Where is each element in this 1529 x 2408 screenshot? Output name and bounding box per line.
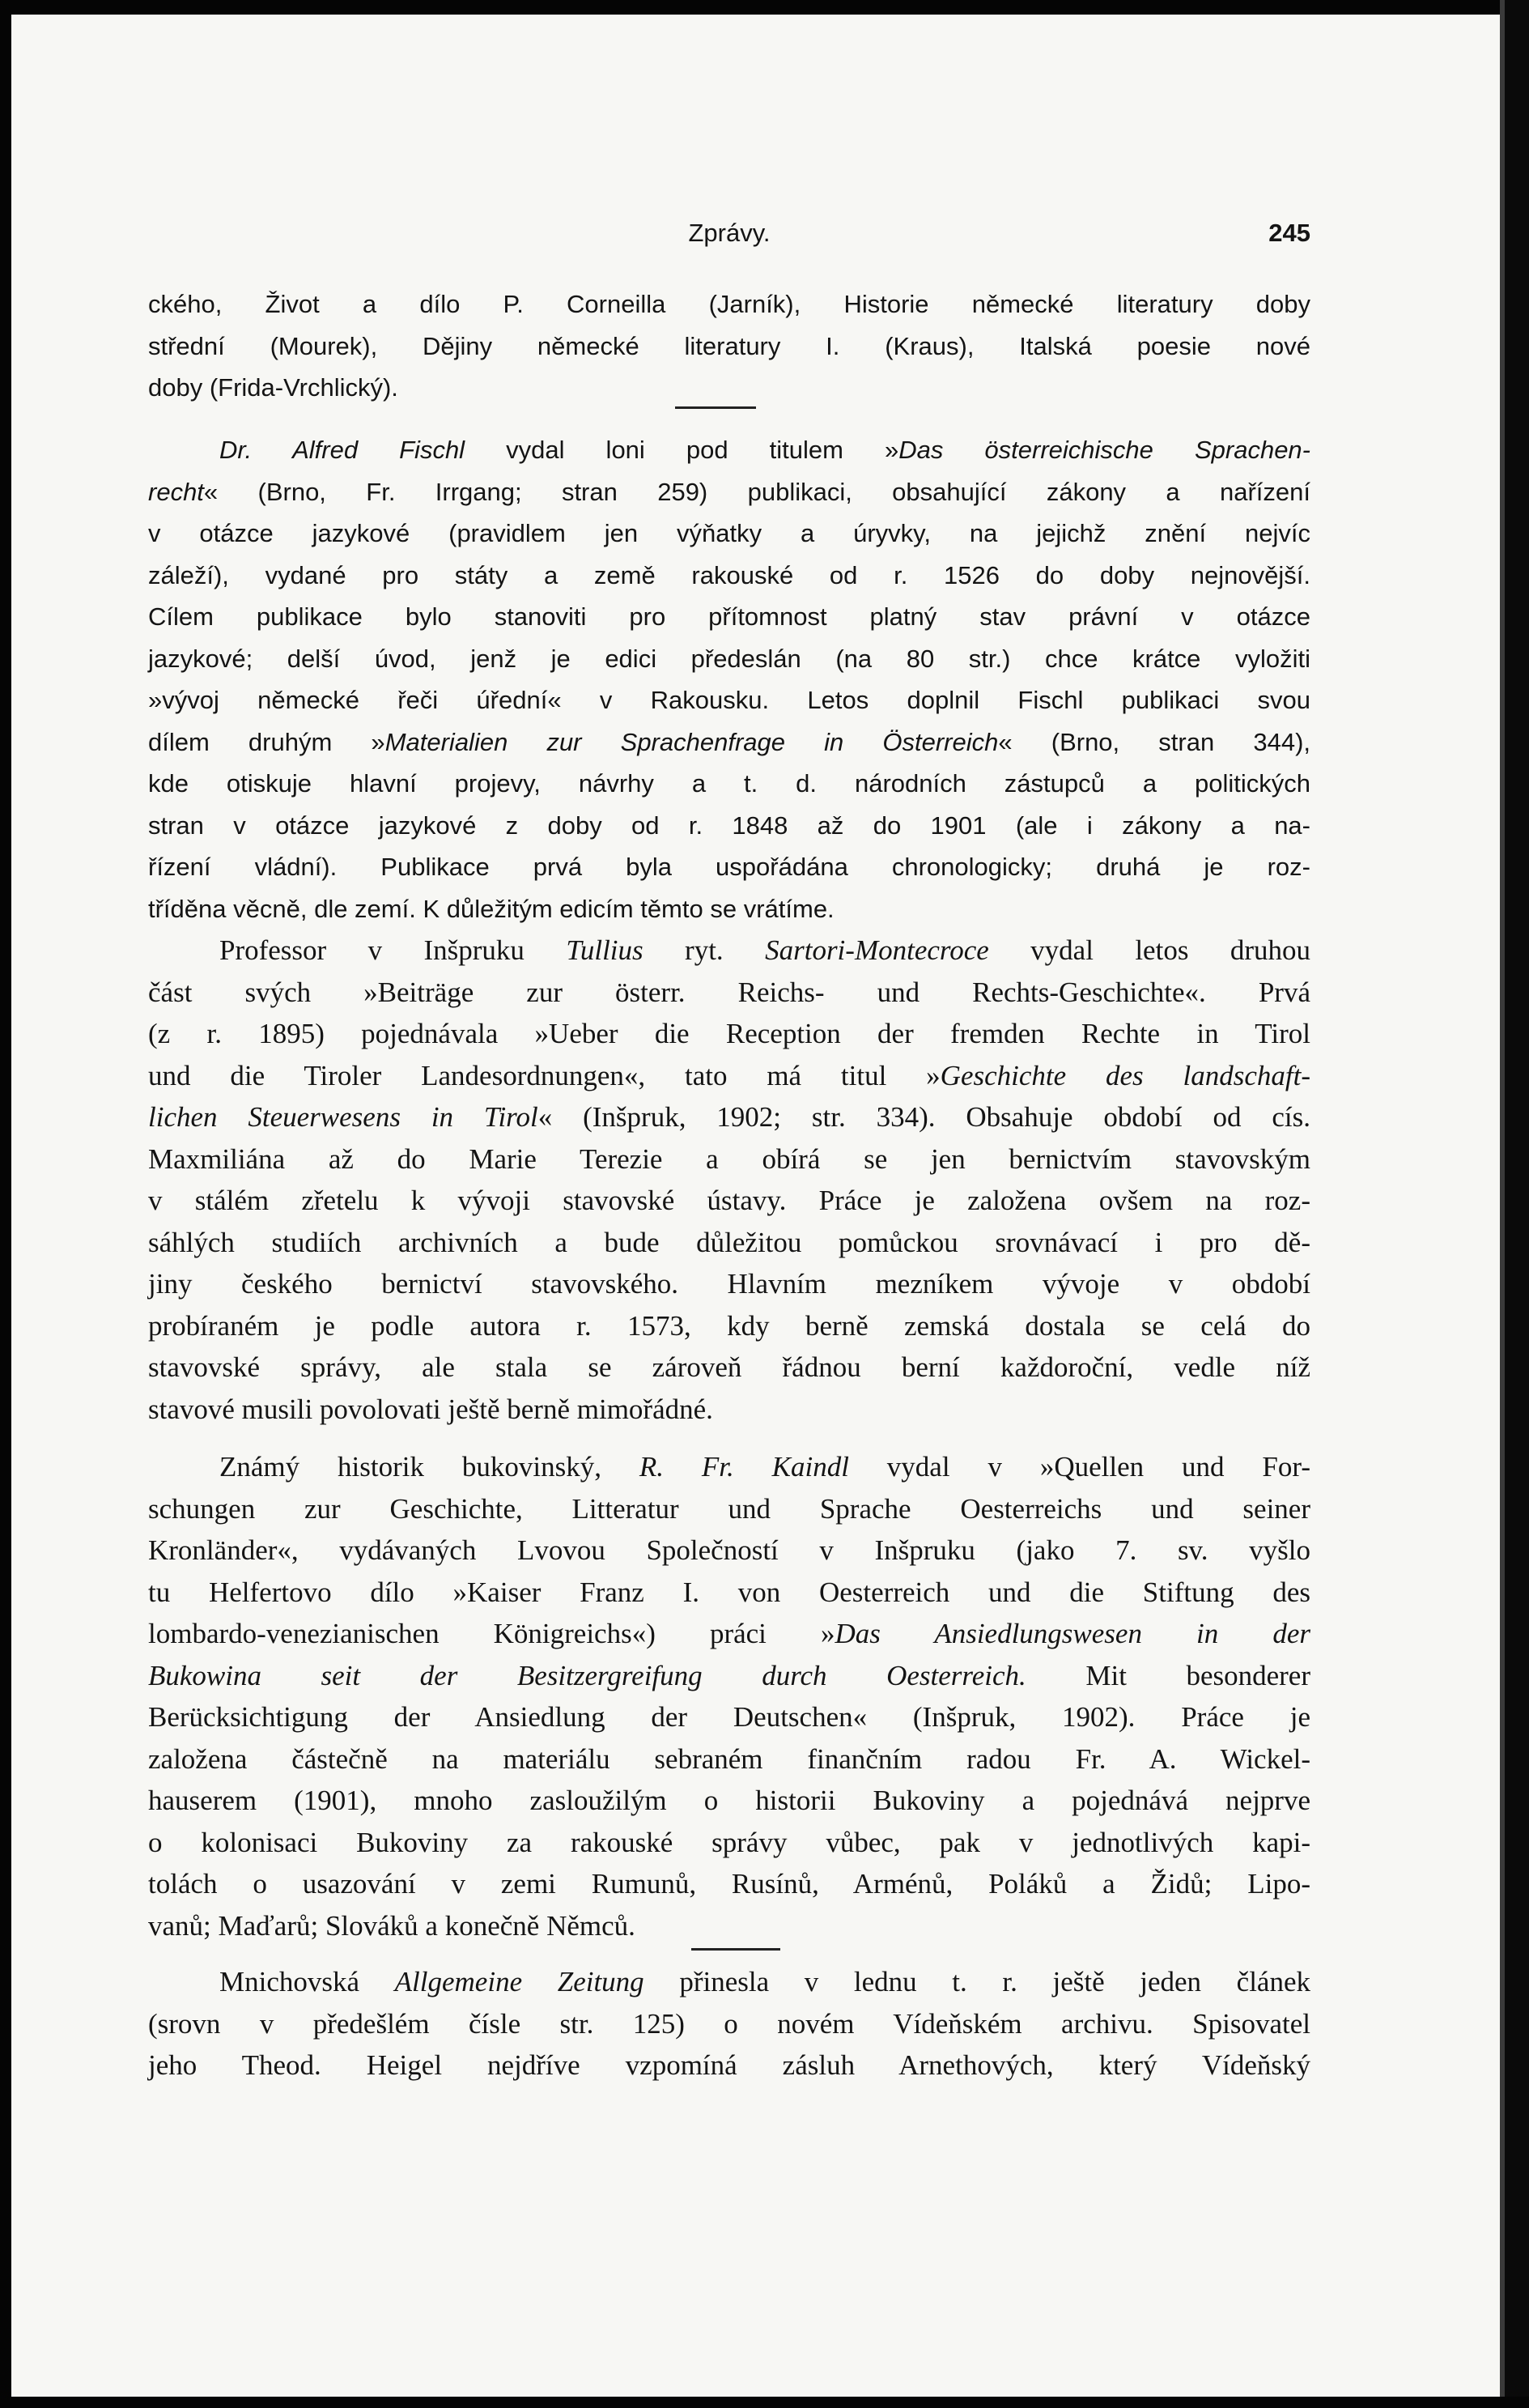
text-line: (z r. 1895) pojednávala »Ueber die Reception der fremden Rechte in Tirol [148,1018,1310,1049]
text-line: Berücksichtigung der Ansiedlung der Deutschen« (Inšpruk, 1902). Práce je [148,1701,1310,1733]
scan-border-left [0,0,11,2408]
book-title: Das Ansiedlungswesen in der [835,1618,1310,1649]
text-line: und die Tiroler Landesordnungen«, tato má titul »Geschichte des landschaft- [148,1059,1310,1091]
scan-border-bottom [0,2397,1529,2408]
intro-paragraph [148,283,1310,409]
book-title-cont: Bukowina seit der Besitzergreifung durch Oesterreich. [148,1659,1026,1691]
author-name: Sartori-Montecroce [765,934,989,966]
header-title: Zprávy. [688,219,771,247]
sartori-paragraph [148,930,1310,1430]
text-line: v otázce jazykové (pravidlem jen výňatky a úryvky, na jejichž znění nejvíc [148,519,1310,547]
text-line: část svých »Beiträge zur österr. Reichs- und Rechts-Geschichte«. Prvá [148,976,1310,1008]
text-line: Mnichovská Allgemeine Zeitung přinesla v lednu t. r. ještě jeden článek [219,1966,1310,1997]
scan-border-right [1505,0,1529,2408]
text-line: Známý historik bukovinský, R. Fr. Kaindl vydal v »Quellen und For- [219,1451,1310,1483]
author-name: Dr. Alfred Fischl [219,436,465,464]
text-line: v stálém zřetelu k vývoji stavovské ústavy. Práce je založena ovšem na roz- [148,1185,1310,1216]
paper-page [11,15,1500,2397]
text-line: Kronländer«, vydávaných Lvovou Společností v Inšpruku (jako 7. sv. vyšlo [148,1534,1310,1566]
kaindl-paragraph [148,1446,1310,1946]
text-line: jazykové; delší úvod, jenž je edici předeslán (na 80 str.) chce krátce vyložiti [148,644,1310,673]
text-line: záleží), vydané pro státy a země rakouské od r. 1526 do doby nejnovější. [148,560,1310,589]
text-line: recht« (Brno, Fr. Irrgang; stran 259) publikaci, obsahující zákony a nařízení [148,477,1310,506]
book-title: Das österreichische Sprachen- [898,436,1310,464]
book-title-cont: recht [148,477,204,506]
text-line: doby (Frida-Vrchlický). [148,373,398,402]
page-number: 245 [1268,219,1310,247]
text-line: lombardo-venezianischen Königreichs«) práci »Das Ansiedlungswesen in der [148,1618,1310,1649]
text-line: jiny českého bernictví stavovského. Hlavním mezníkem vývoje v období [148,1268,1310,1300]
text-line: tolách o usazování v zemi Rumunů, Rusínů, Arménů, Poláků a Židů; Lipo- [148,1868,1310,1900]
section-divider [691,1948,780,1951]
text-line: stavové musili povolovati ještě berně mimořádné. [148,1393,713,1425]
text-line: dílem druhým »Materialien zur Sprachenfrage in Österreich« (Brno, stran 344), [148,727,1310,756]
newspaper-name: Allgemeine Zeitung [394,1966,644,1997]
text-line: řízení vládní). Publikace prvá byla uspořádána chronologicky; druhá je roz- [148,853,1310,881]
author-name: Tullius [566,934,643,966]
text-line: Bukowina seit der Besitzergreifung durch Oesterreich. Mit besonderer [148,1659,1310,1691]
text-line: hauserem (1901), mnoho zasloužilým o historii Bukoviny a pojednává nejprve [148,1785,1310,1816]
book-title: Materialien zur Sprachenfrage in Österreich [384,727,999,756]
text-line: jeho Theod. Heigel nejdříve vzpomíná zásluh Arnethových, který Vídeňský [148,2049,1310,2081]
fischl-paragraph [148,429,1310,930]
text-line: o kolonisaci Bukoviny za rakouské správy vůbec, pak v jednotlivých kapi- [148,1826,1310,1858]
allgemeine-paragraph [148,1961,1310,2087]
text-line: schungen zur Geschichte, Litteratur und Sprache Oesterreichs und seiner [148,1492,1310,1525]
text-line: Cílem publikace bylo stanoviti pro přítomnost platný stav právní v otázce [148,602,1310,631]
text-line: »vývoj německé řeči úřední« v Rakousku. Letos doplnil Fischl publikaci svou [148,686,1310,714]
book-title-cont: lichen Steuerwesens in Tirol [148,1101,538,1133]
scan-border-top [0,0,1529,15]
text-line: tu Helfertovo dílo »Kaiser Franz I. von Oesterreich und die Stiftung des [148,1576,1310,1608]
text-line: tříděna věcně, dle zemí. K důležitým edicím těmto se vrátíme. [148,894,835,923]
text-line: střední (Mourek), Dějiny německé literatury I. (Kraus), Italská poesie nové [148,331,1310,360]
text-line: Maxmiliána až do Marie Terezie a obírá se jen bernictvím stavovským [148,1142,1310,1175]
text-line: založena částečně na materiálu sebraném finančním radou Fr. A. Wickel- [148,1742,1310,1775]
text-line: lichen Steuerwesens in Tirol« (Inšpruk, 1902; str. 334). Obsahuje období od cís. [148,1101,1311,1133]
text-line: ckého, Život a dílo P. Corneilla (Jarník), Historie německé literatury doby [148,290,1310,318]
text-line: sáhlých studiích archivních a bude důležitou pomůckou srovnávací i pro dě- [148,1226,1310,1258]
section-divider [675,406,756,409]
text-line: vanů; Maďarů; Slováků a konečně Němců. [148,1909,635,1942]
scan-border-right-shadow [1500,0,1505,2408]
text-line: stran v otázce jazykové z doby od r. 1848 až do 1901 (ale i zákony a na- [148,810,1310,840]
text-line: kde otiskuje hlavní projevy, návrhy a t. d. národních zástupců a politických [148,769,1310,798]
text-line: Dr. Alfred Fischl vydal loni pod titulem »Das österreichische Sprachen- [219,436,1310,464]
author-name: R. Fr. Kaindl [639,1451,849,1483]
text-line: (srovn v předešlém čísle str. 125) o novém Vídeňském archivu. Spisovatel [148,2007,1310,2040]
running-header [148,219,1310,259]
book-title: Geschichte des landschaft- [940,1059,1310,1091]
text-line: Professor v Inšpruku Tullius ryt. Sartori-Montecroce vydal letos druhou [219,934,1310,966]
text-line: stavovské správy, ale stala se zároveň řádnou berní každoroční, vedle níž [148,1351,1310,1383]
text-line: probíraném je podle autora r. 1573, kdy berně zemská dostala se celá do [148,1309,1310,1342]
